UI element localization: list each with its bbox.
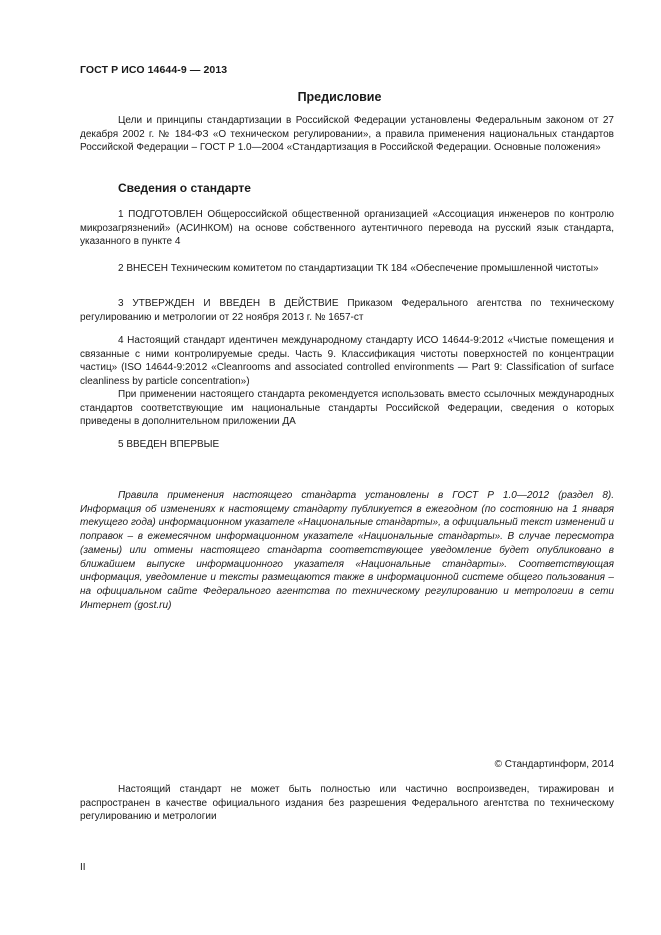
info-item-text: 2 ВНЕСЕН Техническим комитетом по стандартизации ТК 184 «Обеспечение промышленной чистоты» (118, 263, 599, 274)
info-item-text: 3 УТВЕРЖДЕН И ВВЕДЕН В ДЕЙСТВИЕ Приказом Федерального агентства по техническому регулированию и метрологии от 22 ноября 2013 г. № 1657-ст (80, 298, 614, 323)
info-item-4-note (80, 388, 614, 429)
info-item-text: 5 ВВЕДЕН ВПЕРВЫЕ (118, 439, 220, 450)
info-item-1 (80, 208, 614, 249)
application-notice (80, 489, 614, 612)
section-heading: Сведения о стандарте (118, 181, 251, 195)
reproduction-notice-text: Настоящий стандарт не может быть полностью или частично воспроизведен, тиражирован и распространен в качестве официального издания без разрешения Федерального агентства по техническому регулированию и метрологии (80, 784, 614, 823)
page-number: II (80, 862, 86, 873)
reproduction-notice (80, 783, 614, 824)
info-item-text: 4 Настоящий стандарт идентичен международному стандарту ИСО 14644-9:2012 «Чистые помещения и связанные с ними контролируемые среды. Часть 9. Классификация чистоты поверхностей по концентрации частиц» (ISO 14644-9:2012 «Cleanrooms and associated controlled environments — Part 9: Classification of surface cleanliness by particle concentration») (80, 335, 614, 387)
copyright: © Стандартинформ, 2014 (494, 759, 614, 770)
info-item-text: При применении настоящего стандарта рекомендуется использовать вместо ссылочных международных стандартов соответствующие им национальные стандарты Российской Федерации, сведения о которых приведены в дополнительном приложении ДА (80, 389, 614, 428)
intro-paragraph (80, 114, 614, 155)
page-title-text: Предисловие (297, 90, 382, 104)
page-title (0, 90, 661, 104)
document-header: ГОСТ Р ИСО 14644-9 — 2013 (80, 64, 228, 76)
info-item-3 (80, 297, 614, 324)
intro-text: Цели и принципы стандартизации в Российской Федерации установлены Федеральным законом от 27 декабря 2002 г. № 184-ФЗ «О техническом регулировании», а правила применения национальных стандартов Российской Федерации – ГОСТ Р 1.0—2004 «Стандартизация в Российской Федерации. Основные положения» (80, 115, 614, 154)
application-notice-text: Правила применения настоящего стандарта установлены в ГОСТ Р 1.0—2012 (раздел 8). Информация об изменениях к настоящему стандарту публикуется в ежегодном (по состоянию на 1 января текущего года) информационном указателе «Национальные стандарты», а официальный текст изменений и поправок – в ежемесячном информационном указателе «Национальные стандарты». В случае пересмотра (замены) или отмены настоящего стандарта соответствующее уведомление будет опубликовано в ближайшем выпуске информационного указателя «Национальные стандарты». Соответствующая информация, уведомление и тексты размещаются также в информационной системе общего пользования – на официальном сайте Федерального агентства по техническому регулированию и метрологии в сети Интернет (gost.ru) (80, 490, 614, 611)
info-item-4 (80, 334, 614, 388)
info-item-text: 1 ПОДГОТОВЛЕН Общероссийской общественной организацией «Ассоциация инженеров по контролю микрозагрязнений» (АСИНКОМ) на основе собственного аутентичного перевода на русский язык стандарта, указанного в пункте 4 (80, 209, 614, 248)
info-item-2 (80, 262, 614, 276)
info-item-5 (80, 438, 614, 452)
